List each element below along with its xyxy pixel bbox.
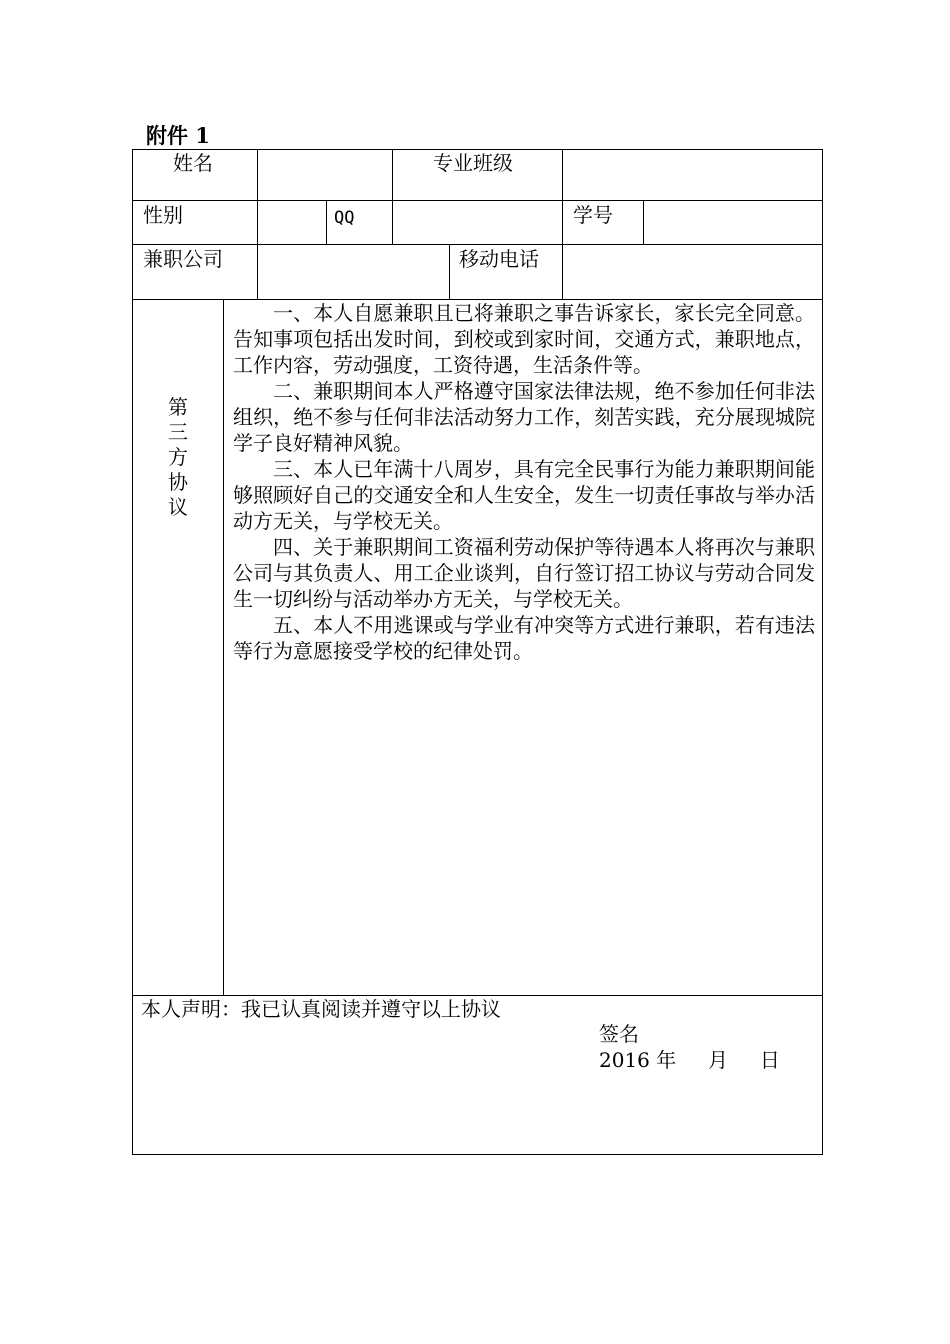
name-label: 姓名	[173, 151, 213, 175]
section-char: 协	[168, 470, 188, 494]
row2-col-divider-1	[257, 200, 258, 244]
date-line: 2016 年 月 日	[599, 1048, 780, 1072]
row1-col-divider-3	[562, 150, 563, 200]
mobile-label: 移动电话	[459, 247, 539, 271]
signature-label: 签名	[599, 1022, 639, 1046]
agreement-section-label	[133, 395, 223, 520]
company-label: 兼职公司	[143, 247, 223, 271]
section-char: 方	[168, 445, 188, 469]
part-time-agreement-form	[132, 149, 823, 1155]
row-divider-2	[133, 244, 822, 245]
row2-col-divider-4	[562, 200, 563, 244]
section-char: 第	[168, 395, 188, 419]
attachment-title: 附件 1	[146, 123, 210, 148]
row2-col-divider-3	[392, 200, 393, 244]
row2-col-divider-2	[326, 200, 327, 244]
row-divider-1	[133, 200, 822, 201]
section-char: 议	[168, 495, 188, 519]
agreement-clause: 四、关于兼职期间工资福利劳动保护等待遇本人将再次与兼职公司与其负责人、用工企业谈判，自行签订招工协议与劳动合同发生一切纠纷与活动举办方无关，与学校无关。	[233, 535, 815, 611]
agreement-clauses	[233, 300, 815, 664]
agreement-clause: 五、本人不用逃课或与学业有冲突等方式进行兼职，若有违法等行为意愿接受学校的纪律处罚。	[233, 613, 815, 663]
student-id-label: 学号	[573, 203, 613, 227]
declaration-text: 本人声明：我已认真阅读并遵守以上协议	[141, 997, 501, 1021]
gender-label: 性别	[143, 203, 183, 227]
major-class-label: 专业班级	[433, 151, 513, 175]
row3-col-divider-2	[449, 244, 450, 299]
agreement-col-divider	[223, 299, 224, 995]
agreement-clause: 三、本人已年满十八周岁，具有完全民事行为能力兼职期间能够照顾好自己的交通安全和人生安全，发生一切责任事故与举办活动方无关，与学校无关。	[233, 457, 815, 533]
row1-col-divider-1	[257, 150, 258, 200]
row2-col-divider-5	[643, 200, 644, 244]
row1-col-divider-2	[392, 150, 393, 200]
agreement-clause: 二、兼职期间本人严格遵守国家法律法规，绝不参加任何非法组织，绝不参与任何非法活动努力工作，刻苦实践，充分展现城院学子良好精神风貌。	[233, 379, 815, 455]
section-char: 三	[168, 420, 188, 444]
row3-col-divider-1	[257, 244, 258, 299]
agreement-clause: 一、本人自愿兼职且已将兼职之事告诉家长，家长完全同意。告知事项包括出发时间，到校或到家时间，交通方式，兼职地点，工作内容，劳动强度，工资待遇，生活条件等。	[233, 301, 815, 377]
qq-label: QQ	[334, 208, 355, 228]
row3-col-divider-3	[562, 244, 563, 299]
